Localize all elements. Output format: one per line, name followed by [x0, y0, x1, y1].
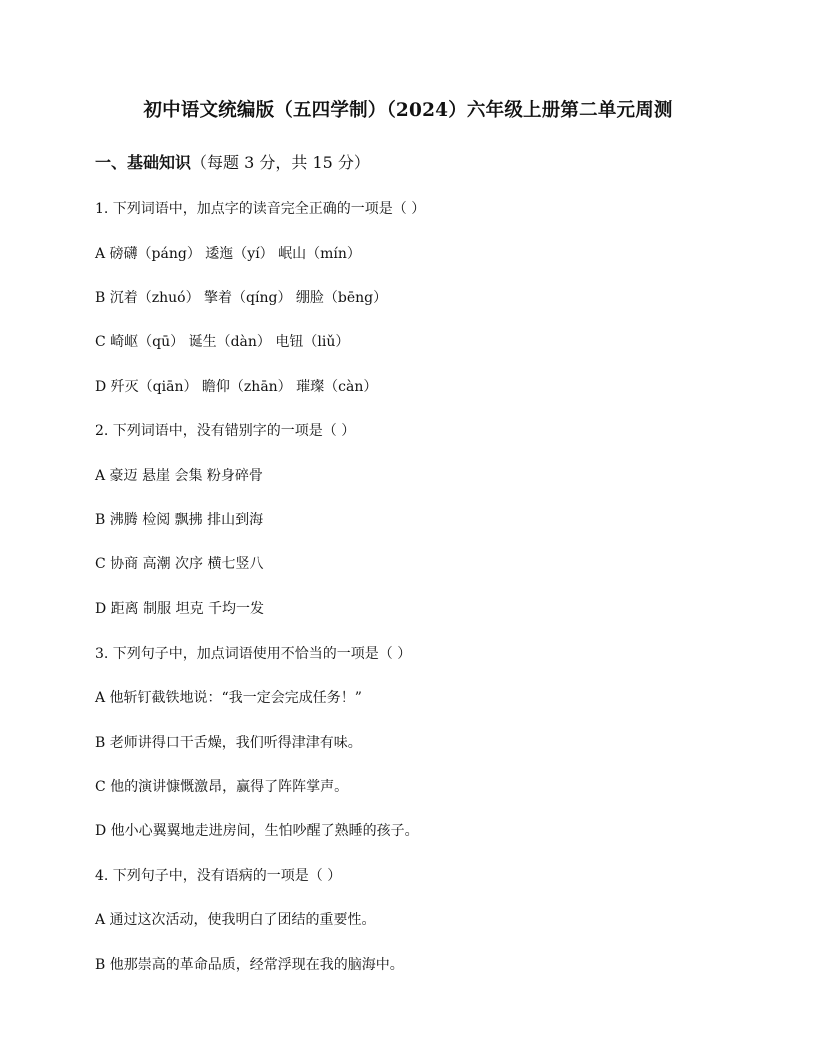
question-3-option-d: D 他小心翼翼地走进房间，生怕吵醒了熟睡的孩子。 — [95, 823, 419, 839]
question-3-option-c: C 他的演讲慷慨激昂，赢得了阵阵掌声。 — [95, 779, 349, 795]
section-heading — [95, 150, 370, 173]
question-2-option-a: A 豪迈 悬崖 会集 粉身碎骨 — [95, 468, 263, 484]
question-1-option-d: D 歼灭（qiān） 瞻仰（zhān） 璀璨（càn） — [95, 379, 378, 395]
section-heading-label: 一、基础知识 — [95, 153, 192, 172]
question-3-option-a: A 他斩钉截铁地说：“我一定会完成任务！” — [95, 690, 362, 706]
question-4-stem: 4. 下列句子中，没有语病的一项是（ ） — [95, 868, 342, 884]
question-2-option-c: C 协商 高潮 次序 横七竖八 — [95, 556, 264, 572]
question-1-option-b: B 沉着（zhuó） 擎着（qíng） 绷脸（bēng） — [95, 290, 388, 306]
question-2-option-b: B 沸腾 检阅 飘拂 排山到海 — [95, 512, 264, 528]
question-4-option-b: B 他那崇高的革命品质，经常浮现在我的脑海中。 — [95, 957, 404, 973]
question-4-option-a: A 通过这次活动，使我明白了团结的重要性。 — [95, 912, 376, 928]
page-title: 初中语文统编版（五四学制）（2024）六年级上册第二单元周测 — [143, 100, 673, 121]
question-3-stem: 3. 下列句子中，加点词语使用不恰当的一项是（ ） — [95, 646, 412, 662]
section-heading-score: （每题 3 分，共 15 分） — [191, 153, 370, 172]
question-1-option-a: A 磅礴（páng） 逶迤（yí） 岷山（mín） — [95, 246, 361, 262]
question-3-option-b: B 老师讲得口干舌燥，我们听得津津有味。 — [95, 735, 362, 751]
question-1-stem: 1. 下列词语中，加点字的读音完全正确的一项是（ ） — [95, 201, 426, 217]
question-2-option-d: D 距离 制服 坦克 千均一发 — [95, 601, 265, 617]
question-2-stem: 2. 下列词语中，没有错别字的一项是（ ） — [95, 423, 356, 439]
question-1-option-c: C 崎岖（qū） 诞生（dàn） 电钮（liǔ） — [95, 334, 350, 350]
